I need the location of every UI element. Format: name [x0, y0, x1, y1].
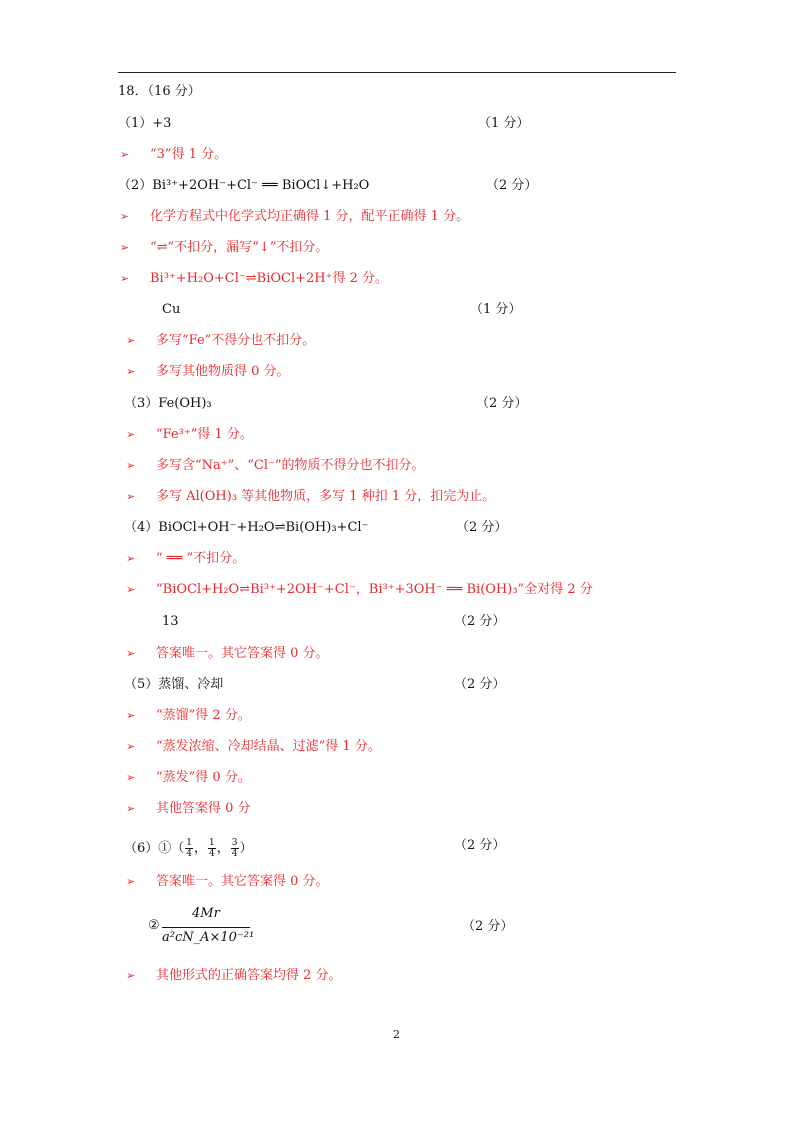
score-4: （2 分） [456, 520, 508, 535]
coordinate-fraction: $\frac{1}{4}$ [186, 838, 193, 859]
density-formula [148, 906, 258, 948]
answer-line-cu: Cu [162, 302, 181, 317]
formula-numerator: 4Mr [192, 906, 220, 921]
bullet-icon: ➢ [126, 709, 136, 722]
answer-line-4: （4）BiOCl+OH⁻+H₂O⇌Bi(OH)₃+Cl⁻ [124, 520, 369, 535]
score-6-1: （2 分） [454, 838, 506, 853]
bullet-icon: ➢ [120, 148, 130, 161]
answer-line-6: （6）①（ $\frac{1}{4}$ ， $\frac{1}{4}$ ， $\frac{3}{4}$ ） [124, 838, 253, 859]
score-2: （2 分） [486, 178, 538, 193]
score-6-2: （2 分） [462, 919, 514, 934]
bullet-icon: ➢ [126, 583, 136, 596]
coordinate-fraction: $\frac{3}{4}$ [231, 838, 238, 859]
circle-two-label: ② [148, 918, 160, 933]
bullet-icon: ➢ [126, 875, 136, 888]
fraction-bar [162, 927, 250, 928]
coordinate-fraction: $\frac{1}{4}$ [209, 838, 215, 859]
score-1: （1 分） [478, 116, 530, 131]
bullet-icon: ➢ [126, 740, 136, 753]
formula-denominator: a²cN_A×10⁻²¹ [162, 930, 255, 945]
answer-line-2: （2）Bi³⁺+2OH⁻+Cl⁻ ══ BiOCl↓+H₂O [118, 178, 370, 193]
bullet-icon: ➢ [126, 334, 136, 347]
bullet-icon: ➢ [120, 210, 130, 223]
score-cu: （1 分） [470, 302, 522, 317]
bullet-icon: ➢ [120, 241, 130, 254]
bullet-icon: ➢ [120, 272, 130, 285]
bullet-icon: ➢ [126, 771, 136, 784]
header-rule [118, 72, 676, 73]
bullet-icon: ➢ [126, 647, 136, 660]
bullet-icon: ➢ [126, 365, 136, 378]
bullet-icon: ➢ [126, 459, 136, 472]
bullet-icon: ➢ [126, 490, 136, 503]
bullet-icon: ➢ [126, 552, 136, 565]
bullet-icon: ➢ [126, 802, 136, 815]
answer-line-3: （3）Fe(OH)₃ [124, 396, 212, 411]
page-number: 2 [393, 1028, 400, 1041]
bullet-icon: ➢ [126, 969, 136, 982]
score-3: （2 分） [476, 396, 528, 411]
score-5: （2 分） [454, 677, 506, 692]
score-13: （2 分） [454, 614, 506, 629]
answer-line-13: 13 [162, 614, 179, 629]
question-header: 18．（16 分） [118, 84, 201, 99]
bullet-icon: ➢ [126, 428, 136, 441]
answer-line-5: （5）蒸馏、冷却 [124, 677, 224, 692]
answer-line-1: （1）+3 [118, 116, 172, 131]
